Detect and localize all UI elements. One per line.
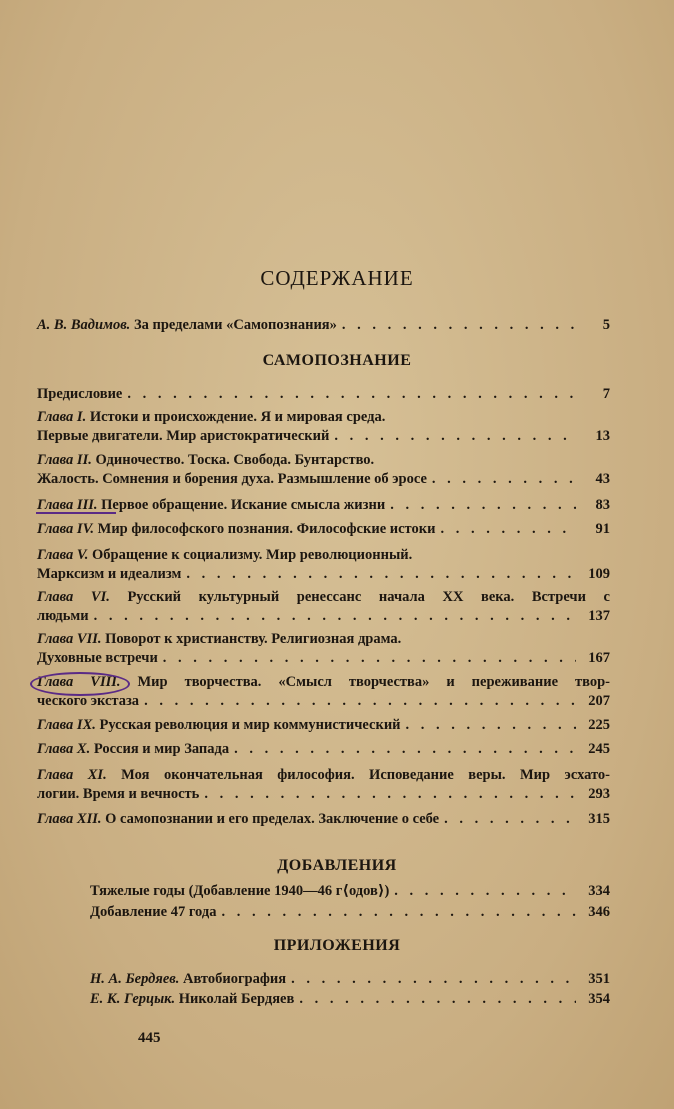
leader-dots xyxy=(89,607,576,626)
entry-text: Николай Бердяев xyxy=(178,991,295,1007)
chapter-title-line1: Поворот к христианству. Религиозная драма. xyxy=(105,631,402,647)
leader-dots xyxy=(385,496,576,515)
leader-dots xyxy=(158,649,576,668)
leader-dots xyxy=(294,990,576,1009)
entry-page: 354 xyxy=(588,991,610,1007)
toc-entry-addition-1[interactable] xyxy=(90,882,610,901)
pen-circle-mark xyxy=(30,672,130,696)
leader-dots xyxy=(389,882,576,901)
chapter-title-line1: Русский культурный ренессанс начала XX века. Встречи с xyxy=(127,589,610,605)
toc-entry-chapter-4[interactable] xyxy=(37,520,610,539)
chapter-title-line2: Первые двигатели. Мир аристократический xyxy=(37,428,330,444)
leader-dots xyxy=(427,470,576,489)
entry-page: 207 xyxy=(588,693,610,709)
entry-page: 167 xyxy=(588,650,610,666)
toc-entry-chapter-6[interactable] xyxy=(37,588,610,626)
leader-dots xyxy=(337,316,576,335)
entry-page: 346 xyxy=(588,904,610,920)
leader-dots xyxy=(139,692,576,711)
leader-dots xyxy=(439,810,576,829)
chapter-title-line2: людьми xyxy=(37,608,89,624)
entry-text: Предисловие xyxy=(37,386,123,402)
chapter-label: Глава XII. xyxy=(37,811,102,827)
section-heading-main: САМОПОЗНАНИЕ xyxy=(262,352,412,369)
chapter-title-line2: Духовные встречи xyxy=(37,650,158,666)
leader-dots xyxy=(181,565,576,584)
leader-dots xyxy=(216,903,576,922)
toc-entry-intro[interactable] xyxy=(37,316,610,335)
toc-entry-chapter-10[interactable] xyxy=(37,740,610,759)
toc-entry-chapter-9[interactable] xyxy=(37,716,610,735)
entry-page: 293 xyxy=(588,786,610,802)
chapter-label: Глава II. xyxy=(37,452,92,468)
chapter-title-line1: Россия и мир Запада xyxy=(93,741,230,757)
leader-dots xyxy=(401,716,576,735)
entry-page: 351 xyxy=(588,971,610,987)
entry-page: 7 xyxy=(602,386,610,402)
entry-page: 13 xyxy=(595,428,610,444)
page-number: 445 xyxy=(138,1030,161,1046)
entry-page: 109 xyxy=(588,566,610,582)
entry-author: Е. К. Герцык. xyxy=(90,991,176,1007)
entry-page: 334 xyxy=(588,883,610,899)
toc-entry-appendix-2[interactable] xyxy=(90,990,610,1009)
toc-entry-chapter-1[interactable] xyxy=(37,408,610,446)
chapter-title-line2: логии. Время и вечность xyxy=(37,786,200,802)
chapter-title-line2: ческого экстаза xyxy=(37,693,140,709)
chapter-title-line2: Марксизм и идеализм xyxy=(37,566,182,582)
entry-text: За пределами «Самопознания» xyxy=(133,317,337,333)
chapter-title-line1: Обращение к социализму. Мир революционный. xyxy=(91,547,413,563)
section-heading-appendix: ПРИЛОЖЕНИЯ xyxy=(273,937,401,954)
leader-dots xyxy=(229,740,576,759)
toc-entry-chapter-2[interactable] xyxy=(37,451,610,489)
toc-entry-chapter-3[interactable] xyxy=(37,496,610,515)
chapter-label: Глава VII. xyxy=(37,631,102,647)
toc-title: СОДЕРЖАНИЕ xyxy=(260,266,414,290)
chapter-title-line1: Мир творчества. «Смысл творчества» и переживание твор- xyxy=(137,674,611,690)
entry-text: Автобиография xyxy=(182,971,287,987)
leader-dots xyxy=(122,385,576,404)
toc-entry-appendix-1[interactable] xyxy=(90,970,610,989)
toc-entry-chapter-12[interactable] xyxy=(37,810,610,829)
leader-dots xyxy=(329,427,576,446)
chapter-label: Глава IV. xyxy=(37,521,95,537)
leader-dots xyxy=(435,520,576,539)
pen-underline-mark xyxy=(36,512,116,514)
toc-entry-chapter-7[interactable] xyxy=(37,630,610,668)
entry-page: 137 xyxy=(588,608,610,624)
entry-page: 225 xyxy=(588,717,610,733)
chapter-label: Глава V. xyxy=(37,547,89,563)
chapter-label: Глава III. xyxy=(37,497,98,513)
chapter-title-line1: Одиночество. Тоска. Свобода. Бунтарство. xyxy=(95,452,375,468)
chapter-title-line1: О самопознании и его пределах. Заключение о себе xyxy=(105,811,440,827)
entry-page: 91 xyxy=(595,521,610,537)
leader-dots xyxy=(199,785,576,804)
entry-text: Тяжелые годы (Добавление 1940—46 г⟨одов⟩) xyxy=(90,883,390,899)
chapter-label: Глава VIII. xyxy=(37,674,121,690)
chapter-label: Глава IX. xyxy=(37,717,96,733)
chapter-title-line1: Моя окончательная философия. Исповедание веры. Мир эсхато- xyxy=(121,767,611,783)
chapter-title-line2: Жалость. Сомнения и борения духа. Размышление об эросе xyxy=(37,471,427,487)
entry-author: А. В. Вадимов. xyxy=(37,317,131,333)
toc-entry-chapter-11[interactable] xyxy=(37,766,610,804)
chapter-label: Глава VI. xyxy=(37,589,110,605)
toc-entry-addition-2[interactable] xyxy=(90,903,610,922)
entry-text: Добавление 47 года xyxy=(90,904,217,920)
chapter-label: Глава X. xyxy=(37,741,91,757)
entry-author: Н. А. Бердяев. xyxy=(90,971,180,987)
chapter-title-line1: Истоки и происхождение. Я и мировая среда. xyxy=(89,409,386,425)
chapter-label: Глава XI. xyxy=(37,767,107,783)
chapter-title-line1: Мир философского познания. Философские истоки xyxy=(97,521,436,537)
entry-page: 43 xyxy=(595,471,610,487)
chapter-title-line1: Первое обращение. Искание смысла жизни xyxy=(101,497,386,513)
chapter-title-line1: Русская революция и мир коммунистический xyxy=(99,717,401,733)
section-heading-additions: ДОБАВЛЕНИЯ xyxy=(277,857,397,874)
toc-entry-preface[interactable] xyxy=(37,385,610,404)
entry-page: 245 xyxy=(588,741,610,757)
entry-page: 5 xyxy=(602,317,610,333)
leader-dots xyxy=(286,970,576,989)
entry-page: 83 xyxy=(595,497,610,513)
entry-page: 315 xyxy=(588,811,610,827)
chapter-label: Глава I. xyxy=(37,409,87,425)
toc-entry-chapter-5[interactable] xyxy=(37,546,610,584)
